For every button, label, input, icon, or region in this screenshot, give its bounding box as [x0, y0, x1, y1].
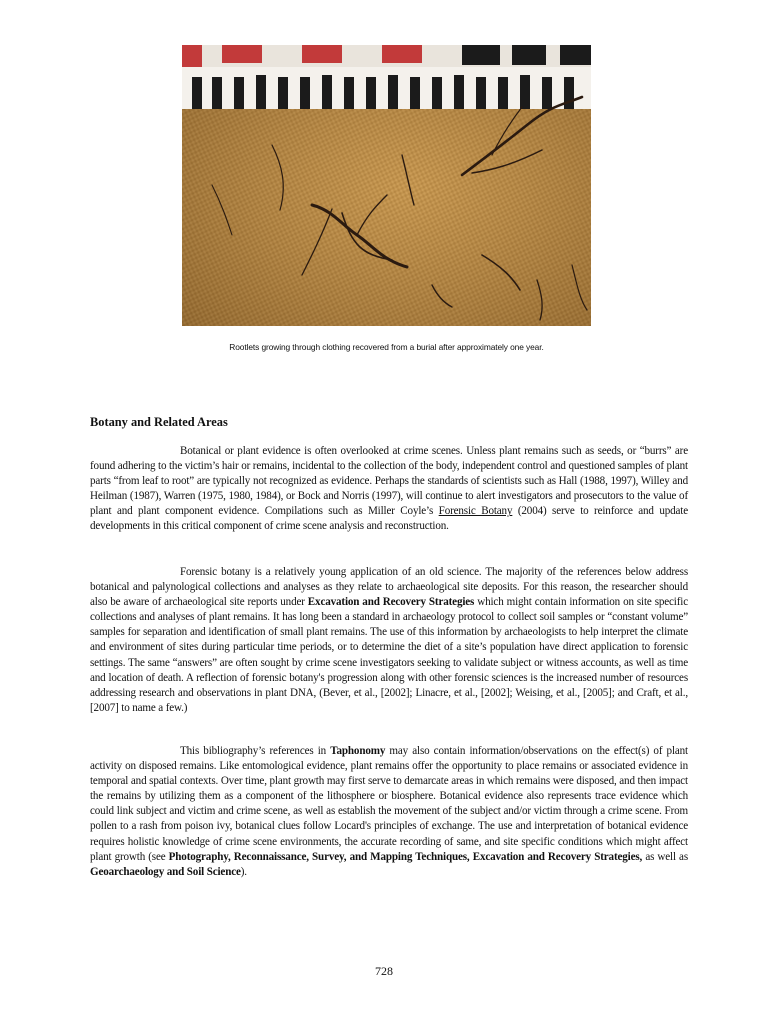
paragraph-3-text-4: ).: [240, 865, 247, 878]
rootlets-photo-image: [182, 45, 591, 326]
scale-ruler: [182, 45, 591, 109]
figure-caption: Rootlets growing through clothing recovered from a burial after approximately one year.: [229, 342, 544, 352]
forensic-botany-title: Forensic Botany: [438, 505, 513, 518]
paragraph-3-text-3: as well as: [642, 850, 688, 863]
paragraph-2-text-2: which might contain information on site specific collections and analyses of plant remains. It has long been a standard in archaeology protocol to collect soil samples or “constant volume” samples for separation and identification of small plant remains. The use of this information by archaeologists to help interpret the climate and environment of sites during particular time periods, or to determine the diet of a site’s population have direct application to forensic settings. The same “answers” are often sought by crime scene investigators seeking to validate subject or witness accounts, as well as time and location of death. A reflection of forensic botany's progression along with other forensic sciences is the increased number of resources addressing research and observations in plant DNA, (Bever, et al., [2002]; Linacre, et al., [2002]; Weising, et al., [2005]; and Craft, et al., [2007] to name a few.): [90, 596, 688, 714]
paragraph-3-text-2: may also contain information/observations on the effect(s) of plant activity on disposed remains. Like entomological evidence, plant remains offer the opportunity to place remains or associated evidence in temporal and spatial contexts. Over time, plant growth may first serve to demarcate areas in which remains were disposed, and then impact the remains by utilizing them as a component of the lithosphere or biosphere. Botanical evidence also represents trace evidence which could link subject and victim and crime scene, as well as establish the movement of the subject and/or victim through a crime scene. From pollen to a rash from poison ivy, botanical clues follow Locard's principles of exchange. The use and interpretation of botanical evidence requires holistic knowledge of crime scene environments, the accurate recording of same, and site specific conditions which might affect plant growth (see: [90, 745, 688, 863]
paragraph-2: [90, 565, 688, 716]
paragraph-3-text-1: This bibliography’s references in: [180, 745, 331, 757]
geoarchaeology-ref: Geoarchaeology and Soil Science: [90, 865, 241, 878]
paragraph-1: [90, 444, 688, 535]
paragraph-1-text-2: (2004) serve to reinforce and update developments in this critical component of crime scene analysis and reconstruction.: [90, 505, 688, 533]
paragraph-3: [90, 744, 688, 880]
paragraph-1-text-1: Botanical or plant evidence is often overlooked at crime scenes. Unless plant remains such as seeds, or “burrs” are found adhering to the victim’s hair or remains, incidental to the collection of the body, independent control and questioned samples of plant parts “from leaf to root” are typically not recognized as evidence. Perhaps the standards of scientists such as Hall (1988, 1997), Willey and Heilman (1987), Warren (1975, 1980, 1984), or Bock and Norris (1997), will continue to alert investigators and prosecutors to the value of plant and plant component evidence. Compilations such as Miller Coyle’s: [90, 445, 688, 518]
taphonomy-ref: Taphonomy: [330, 745, 386, 757]
page-number: 728: [375, 964, 393, 978]
rootlets-photo: [182, 45, 591, 326]
photography-techniques-ref: Photography, Reconnaissance, Survey, and Mapping Techniques, Excavation and Recovery Strategies,: [168, 850, 643, 863]
excavation-strategies-ref: Excavation and Recovery Strategies: [307, 596, 475, 609]
section-heading: Botany and Related Areas: [90, 415, 228, 429]
paragraph-2-text-1: Forensic botany is a relatively young application of an old science. The majority of the references below address botanical and palynological collections and analyses as they relate to archaeological site deposits. For this reason, the researcher should also be aware of archaeological site reports under: [90, 566, 688, 609]
